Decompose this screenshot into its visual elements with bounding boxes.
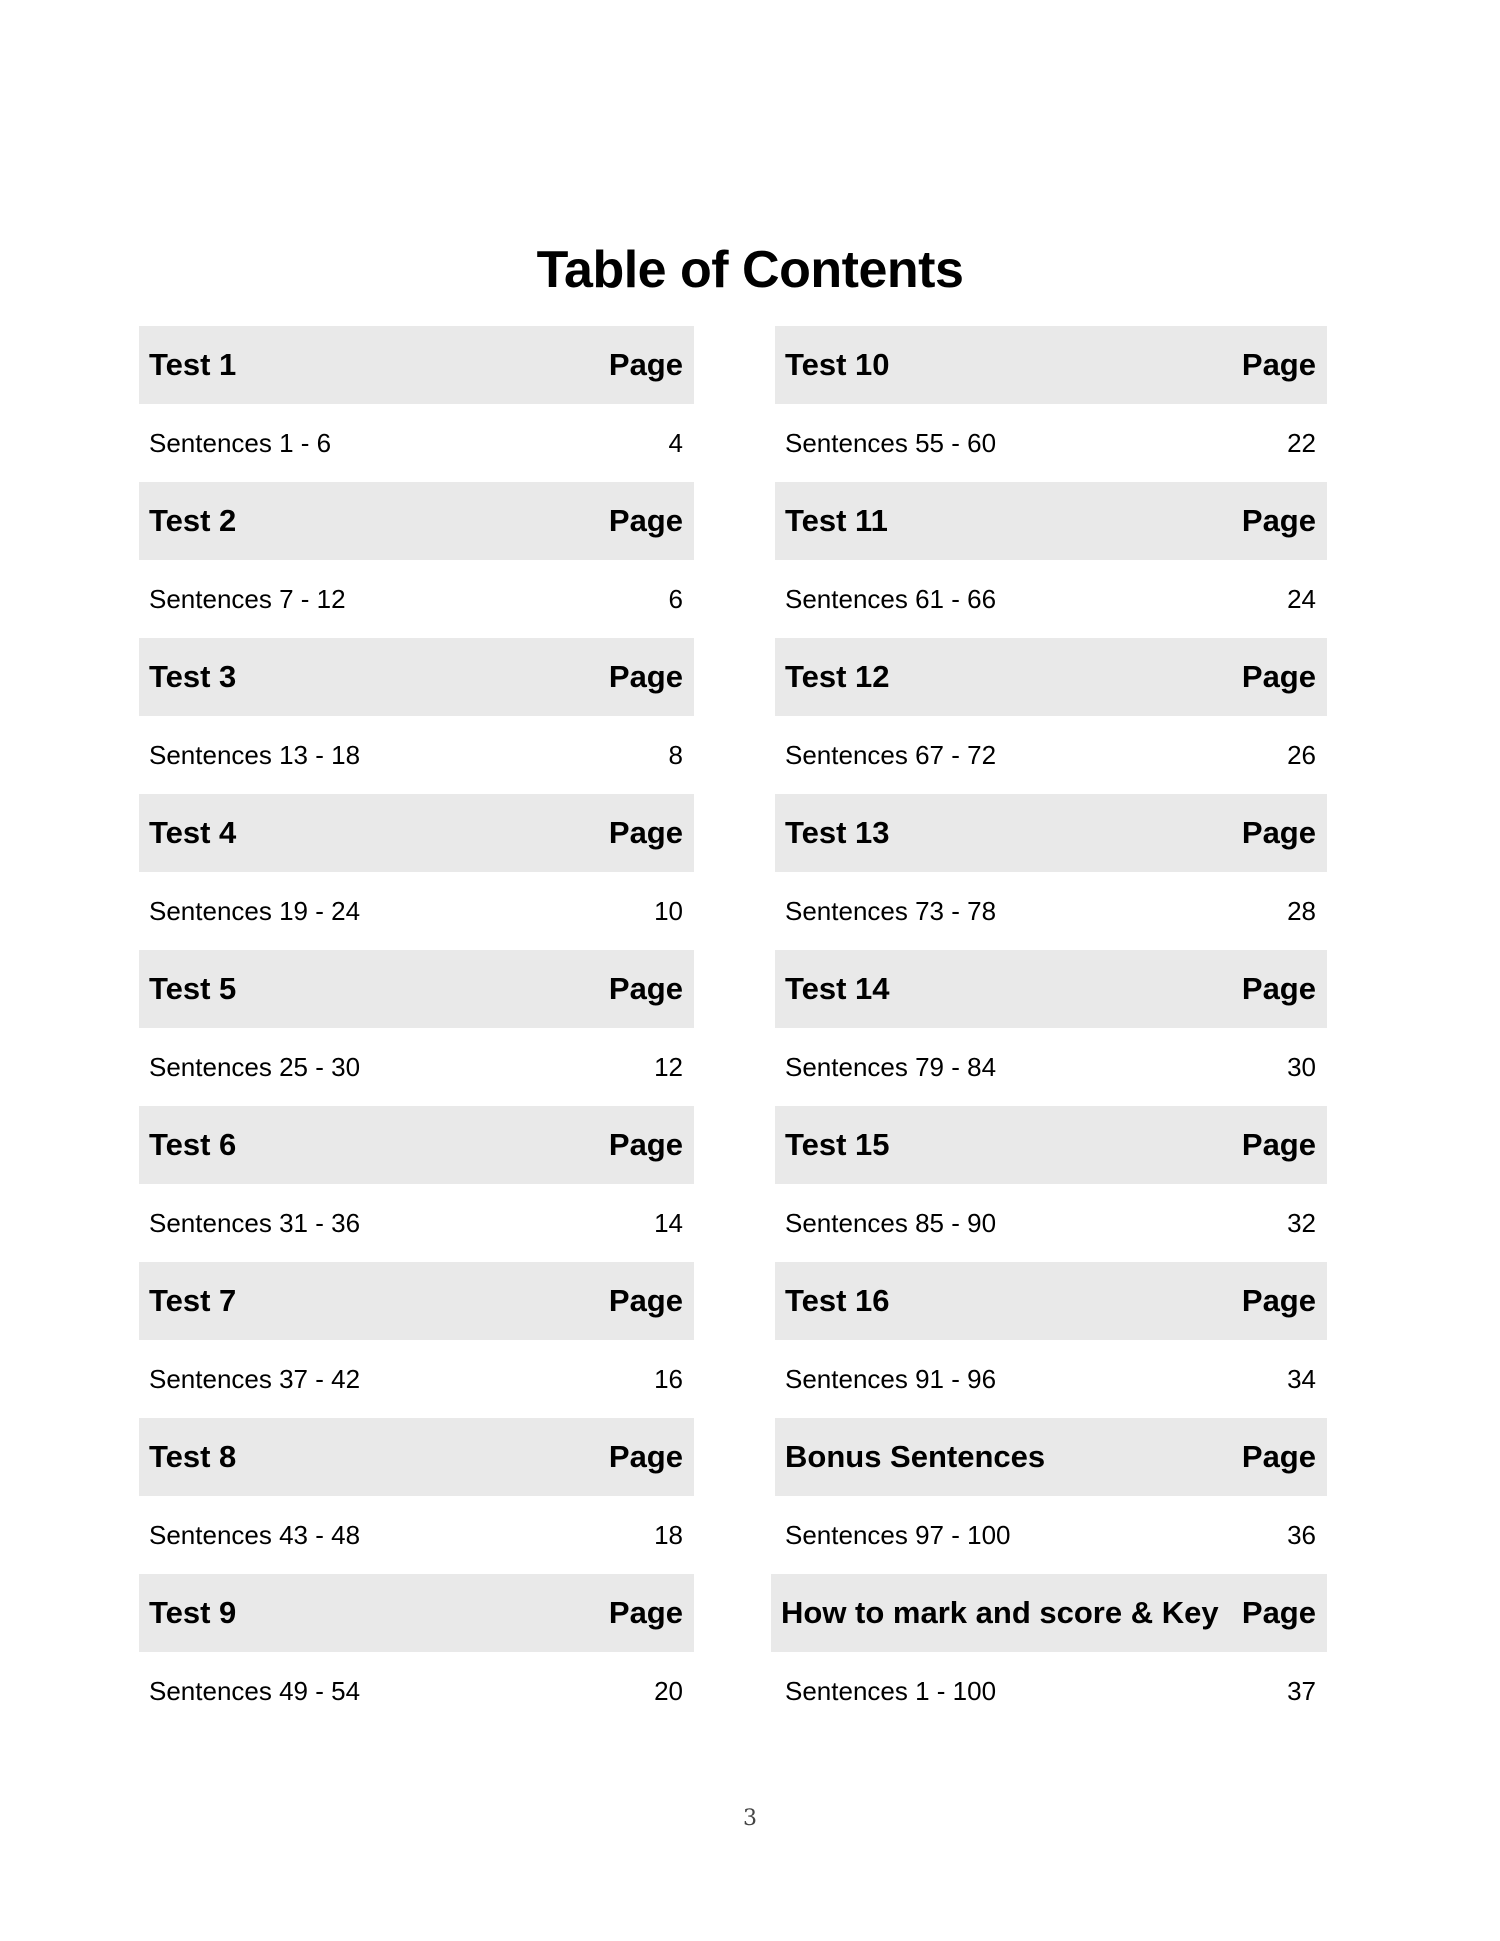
toc-sentence-range: Sentences 43 - 48 <box>149 1519 361 1550</box>
toc-page-number: 14 <box>654 1207 683 1238</box>
toc-entry-row <box>775 1028 1327 1106</box>
toc-section-title: How to mark and score & Key <box>781 1595 1219 1630</box>
toc-page-number: 12 <box>654 1051 683 1082</box>
toc-sentence-range: Sentences 13 - 18 <box>149 739 361 770</box>
toc-sentence-range: Sentences 49 - 54 <box>149 1675 361 1706</box>
toc-entry-row <box>139 716 694 794</box>
toc-section-title: Test 16 <box>785 1283 890 1318</box>
toc-entry-row <box>139 872 694 950</box>
toc-section-title: Test 5 <box>149 971 237 1006</box>
toc-section-title: Test 15 <box>785 1127 890 1162</box>
toc-entry <box>139 482 694 638</box>
toc-entry-header <box>139 950 694 1028</box>
toc-page-column-label: Page <box>1241 1127 1316 1162</box>
toc-page-column-label: Page <box>608 1439 683 1474</box>
toc-entry <box>139 1574 694 1730</box>
toc-entry <box>775 1106 1327 1262</box>
toc-entry-header <box>775 950 1327 1028</box>
toc-entry-row <box>139 1340 694 1418</box>
toc-entry-header <box>139 638 694 716</box>
toc-entry-row <box>139 1496 694 1574</box>
toc-page-number: 8 <box>668 739 683 770</box>
toc-page-column-label: Page <box>1241 971 1316 1006</box>
toc-entry <box>139 1106 694 1262</box>
toc-page-column-label: Page <box>608 1595 683 1630</box>
toc-entry-row <box>775 560 1327 638</box>
toc-section-title: Test 11 <box>785 503 888 538</box>
toc-entry-row <box>139 404 694 482</box>
toc-sentence-range: Sentences 25 - 30 <box>149 1051 361 1082</box>
toc-sentence-range: Sentences 61 - 66 <box>785 583 997 614</box>
toc-sentence-range: Sentences 79 - 84 <box>785 1051 997 1082</box>
toc-entry <box>139 326 694 482</box>
toc-entry <box>775 1262 1327 1418</box>
toc-page-column-label: Page <box>608 971 683 1006</box>
toc-entry-row <box>139 560 694 638</box>
toc-entry-header <box>775 326 1327 404</box>
toc-entry <box>775 794 1327 950</box>
toc-entry-header <box>775 482 1327 560</box>
toc-page-number: 20 <box>654 1675 683 1706</box>
toc-page-column-label: Page <box>1241 1439 1316 1474</box>
toc-section-title: Test 12 <box>785 659 890 694</box>
toc-page-column-label: Page <box>608 659 683 694</box>
toc-section-title: Test 10 <box>785 347 890 382</box>
toc-section-title: Test 14 <box>785 971 890 1006</box>
toc-page-column-label: Page <box>1241 659 1316 694</box>
toc-page-column-label: Page <box>1241 815 1316 850</box>
toc-page-number: 22 <box>1287 427 1316 458</box>
toc-entry <box>139 638 694 794</box>
toc-sentence-range: Sentences 7 - 12 <box>149 583 346 614</box>
toc-entry <box>139 1418 694 1574</box>
toc-page-number: 30 <box>1287 1051 1316 1082</box>
toc-page-number: 34 <box>1287 1363 1316 1394</box>
toc-entry-row <box>775 1652 1327 1730</box>
toc-section-title: Test 3 <box>149 659 237 694</box>
toc-entry-header <box>139 482 694 560</box>
toc-entry-header <box>775 1262 1327 1340</box>
toc-sentence-range: Sentences 85 - 90 <box>785 1207 997 1238</box>
toc-section-title: Test 7 <box>149 1283 237 1318</box>
toc-page-column-label: Page <box>1241 503 1316 538</box>
page-number: 3 <box>743 1806 757 1831</box>
toc-entry <box>139 950 694 1106</box>
toc-entry-row <box>139 1652 694 1730</box>
toc-sentence-range: Sentences 1 - 100 <box>785 1675 997 1706</box>
toc-entry <box>775 1418 1327 1574</box>
toc-entry-header <box>139 794 694 872</box>
toc-page-number: 36 <box>1287 1519 1316 1550</box>
toc-page-number: 10 <box>654 895 683 926</box>
toc-sentence-range: Sentences 73 - 78 <box>785 895 997 926</box>
toc-sentence-range: Sentences 91 - 96 <box>785 1363 997 1394</box>
toc-entry-row <box>775 1184 1327 1262</box>
toc-left-column <box>139 326 694 1730</box>
toc-sentence-range: Sentences 1 - 6 <box>149 427 332 458</box>
toc-entry-header <box>139 1262 694 1340</box>
toc-sentence-range: Sentences 19 - 24 <box>149 895 361 926</box>
toc-page-column-label: Page <box>608 347 683 382</box>
toc-section-title: Test 9 <box>149 1595 237 1630</box>
toc-page-column-label: Page <box>608 503 683 538</box>
toc-entry-row <box>775 404 1327 482</box>
toc-sentence-range: Sentences 97 - 100 <box>785 1519 1011 1550</box>
toc-page-number: 24 <box>1287 583 1316 614</box>
toc-entry <box>775 1574 1327 1730</box>
toc-page-number: 4 <box>668 427 683 458</box>
toc-entry-row <box>139 1184 694 1262</box>
toc-entry <box>139 794 694 950</box>
toc-page-number: 6 <box>668 583 683 614</box>
toc-entry-header <box>775 794 1327 872</box>
toc-entry-header <box>139 1418 694 1496</box>
toc-entry-header <box>775 1106 1327 1184</box>
toc-page-column-label: Page <box>608 1283 683 1318</box>
toc-entry-row <box>775 872 1327 950</box>
toc-page-number: 16 <box>654 1363 683 1394</box>
toc-entry-header <box>139 326 694 404</box>
toc-entry-header <box>139 1574 694 1652</box>
toc-right-column <box>775 326 1327 1730</box>
toc-page-number: 18 <box>654 1519 683 1550</box>
toc-section-title: Bonus Sentences <box>785 1439 1046 1474</box>
toc-entry <box>775 950 1327 1106</box>
toc-entry-header <box>775 1418 1327 1496</box>
toc-sentence-range: Sentences 67 - 72 <box>785 739 997 770</box>
toc-section-title: Test 2 <box>149 503 237 538</box>
toc-entry-row <box>775 1340 1327 1418</box>
toc-section-title: Test 8 <box>149 1439 237 1474</box>
toc-entry-row <box>775 716 1327 794</box>
toc-sentence-range: Sentences 37 - 42 <box>149 1363 361 1394</box>
toc-entry-header <box>771 1574 1327 1652</box>
toc-entry-header <box>139 1106 694 1184</box>
page-title: Table of Contents <box>536 240 964 299</box>
toc-sentence-range: Sentences 55 - 60 <box>785 427 997 458</box>
toc-section-title: Test 6 <box>149 1127 237 1162</box>
toc-page-column-label: Page <box>1241 1283 1316 1318</box>
toc-section-title: Test 13 <box>785 815 890 850</box>
toc-page-number: 32 <box>1287 1207 1316 1238</box>
toc-page-number: 37 <box>1287 1675 1316 1706</box>
toc-entry-header <box>775 638 1327 716</box>
toc-entry-row <box>775 1496 1327 1574</box>
toc-page-column-label: Page <box>1241 347 1316 382</box>
toc-entry-row <box>139 1028 694 1106</box>
toc-entry <box>775 326 1327 482</box>
toc-page-number: 26 <box>1287 739 1316 770</box>
toc-section-title: Test 1 <box>149 347 237 382</box>
toc-entry <box>139 1262 694 1418</box>
toc-entry <box>775 482 1327 638</box>
toc-section-title: Test 4 <box>149 815 237 850</box>
toc-page-column-label: Page <box>608 1127 683 1162</box>
toc-entry <box>775 638 1327 794</box>
toc-page-column-label: Page <box>1241 1595 1316 1630</box>
toc-page-number: 28 <box>1287 895 1316 926</box>
toc-page-column-label: Page <box>608 815 683 850</box>
toc-sentence-range: Sentences 31 - 36 <box>149 1207 361 1238</box>
